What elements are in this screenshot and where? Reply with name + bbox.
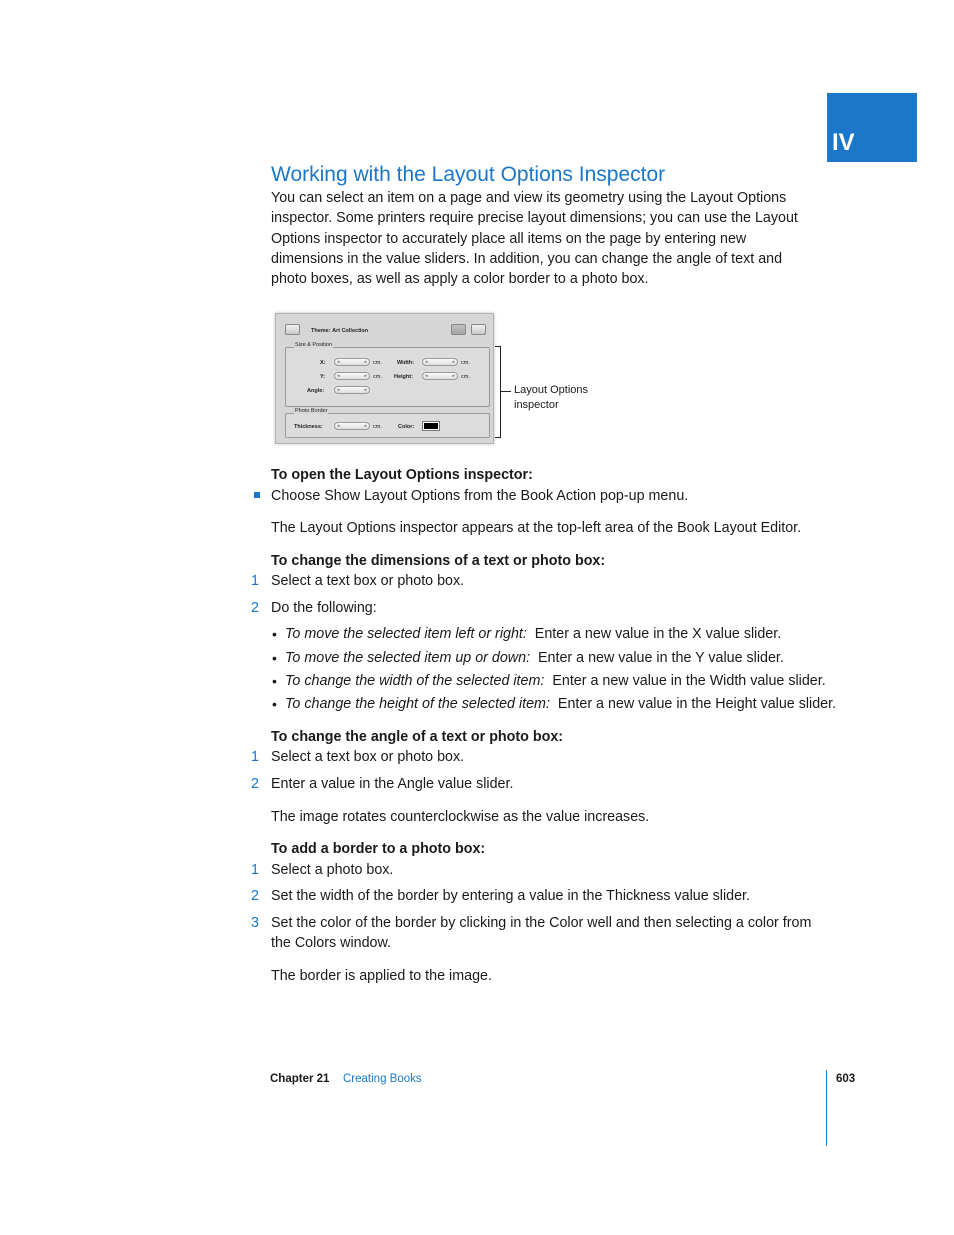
bullet-dot: • bbox=[272, 696, 277, 712]
footer-chapter-title-link[interactable]: Creating Books bbox=[343, 1073, 422, 1085]
open-bullet: Choose Show Layout Options from the Book Action pop-up menu. bbox=[271, 488, 689, 504]
dimensions-heading: To change the dimensions of a text or photo box: bbox=[271, 553, 606, 569]
theme-label: Theme: bbox=[311, 328, 331, 334]
bullet-square-icon bbox=[254, 492, 260, 498]
callout-label: Layout Options inspector bbox=[514, 384, 588, 411]
thickness-label: Thickness: bbox=[294, 424, 323, 430]
part-tab: IV bbox=[827, 93, 917, 162]
y-slider[interactable]: ◂ ▸ bbox=[334, 372, 370, 380]
angle-slider[interactable]: ◂ ▸ bbox=[334, 386, 370, 394]
sub-item: To move the selected item up or down: Enter a new value in the Y value slider. bbox=[285, 650, 784, 666]
border-step-1: Select a photo box. bbox=[271, 862, 394, 878]
angle-step-1: Select a text box or photo box. bbox=[271, 749, 465, 765]
open-result: The Layout Options inspector appears at the top-left area of the Book Layout Editor. bbox=[271, 520, 802, 536]
width-slider[interactable]: ◂ ▸ bbox=[422, 358, 458, 366]
footer-chapter: Chapter 21 bbox=[270, 1073, 330, 1085]
footer-divider bbox=[826, 1070, 827, 1146]
step-number: 2 bbox=[251, 888, 259, 904]
callout-bracket bbox=[495, 346, 501, 438]
step-number: 1 bbox=[251, 749, 259, 765]
y-label: Y: bbox=[320, 374, 326, 380]
border-result: The border is applied to the image. bbox=[271, 968, 492, 984]
step-number: 2 bbox=[251, 776, 259, 792]
width-label: Width: bbox=[397, 360, 415, 366]
step-number: 1 bbox=[251, 862, 259, 878]
theme-value: Art Collection bbox=[332, 328, 369, 334]
photo-border-label: Photo Border bbox=[295, 408, 328, 414]
color-label: Color: bbox=[398, 424, 415, 430]
angle-result: The image rotates counterclockwise as the value increases. bbox=[271, 809, 650, 825]
intro-paragraph: You can select an item on a page and view its geometry using the Layout Options inspector. Some printers require precise layout dimensions; you can use the Layout Options inspector to accurately place all items on the page by entering new dimensions in the value sliders. In addition, you can change the angle of text and photo boxes, as well as apply a color border to a photo box. bbox=[271, 190, 798, 288]
color-well-fill bbox=[424, 423, 438, 429]
thickness-slider[interactable]: ◂ ▸ bbox=[334, 422, 370, 430]
step-number: 3 bbox=[251, 915, 259, 931]
layout-view-icon[interactable] bbox=[451, 324, 466, 335]
sub-item: To change the width of the selected item: Enter a new value in the Width value slider. bbox=[285, 673, 826, 689]
x-label: X: bbox=[320, 360, 326, 366]
height-unit: cm. bbox=[461, 374, 470, 380]
bullet-dot: • bbox=[272, 626, 277, 642]
page-number: 603 bbox=[836, 1073, 856, 1085]
angle-step-2: Enter a value in the Angle value slider. bbox=[271, 776, 514, 792]
callout-line bbox=[501, 391, 511, 392]
section-title: Working with the Layout Options Inspector bbox=[271, 163, 666, 186]
dimensions-step-1: Select a text box or photo box. bbox=[271, 573, 465, 589]
size-position-group bbox=[285, 347, 490, 407]
x-unit: cm. bbox=[373, 360, 382, 366]
width-unit: cm. bbox=[461, 360, 470, 366]
border-step-2: Set the width of the border by entering a value in the Thickness value slider. bbox=[271, 888, 750, 904]
angle-heading: To change the angle of a text or photo box: bbox=[271, 729, 564, 745]
step-number: 1 bbox=[251, 573, 259, 589]
step-number: 2 bbox=[251, 600, 259, 616]
border-heading: To add a border to a photo box: bbox=[271, 841, 486, 857]
sub-item: To change the height of the selected item: Enter a new value in the Height value slider. bbox=[285, 696, 837, 712]
layout-options-inspector bbox=[275, 313, 494, 444]
bullet-dot: • bbox=[272, 650, 277, 666]
dimensions-step-2: Do the following: bbox=[271, 600, 377, 616]
color-well[interactable] bbox=[422, 421, 440, 431]
y-unit: cm. bbox=[373, 374, 382, 380]
size-position-label: Size & Position bbox=[295, 342, 332, 348]
open-heading: To open the Layout Options inspector: bbox=[271, 467, 533, 483]
angle-label: Angle: bbox=[307, 388, 325, 394]
thickness-unit: cm. bbox=[373, 424, 382, 430]
fit-view-icon[interactable] bbox=[471, 324, 486, 335]
border-step-3: Set the color of the border by clicking in the Color well and then selecting a color from the Colors window. bbox=[271, 915, 812, 952]
bullet-dot: • bbox=[272, 673, 277, 689]
sub-item: To move the selected item left or right: Enter a new value in the X value slider. bbox=[285, 626, 782, 642]
height-label: Height: bbox=[394, 374, 413, 380]
book-icon[interactable] bbox=[285, 324, 300, 335]
x-slider[interactable]: ◂ ▸ bbox=[334, 358, 370, 366]
height-slider[interactable]: ◂ ▸ bbox=[422, 372, 458, 380]
